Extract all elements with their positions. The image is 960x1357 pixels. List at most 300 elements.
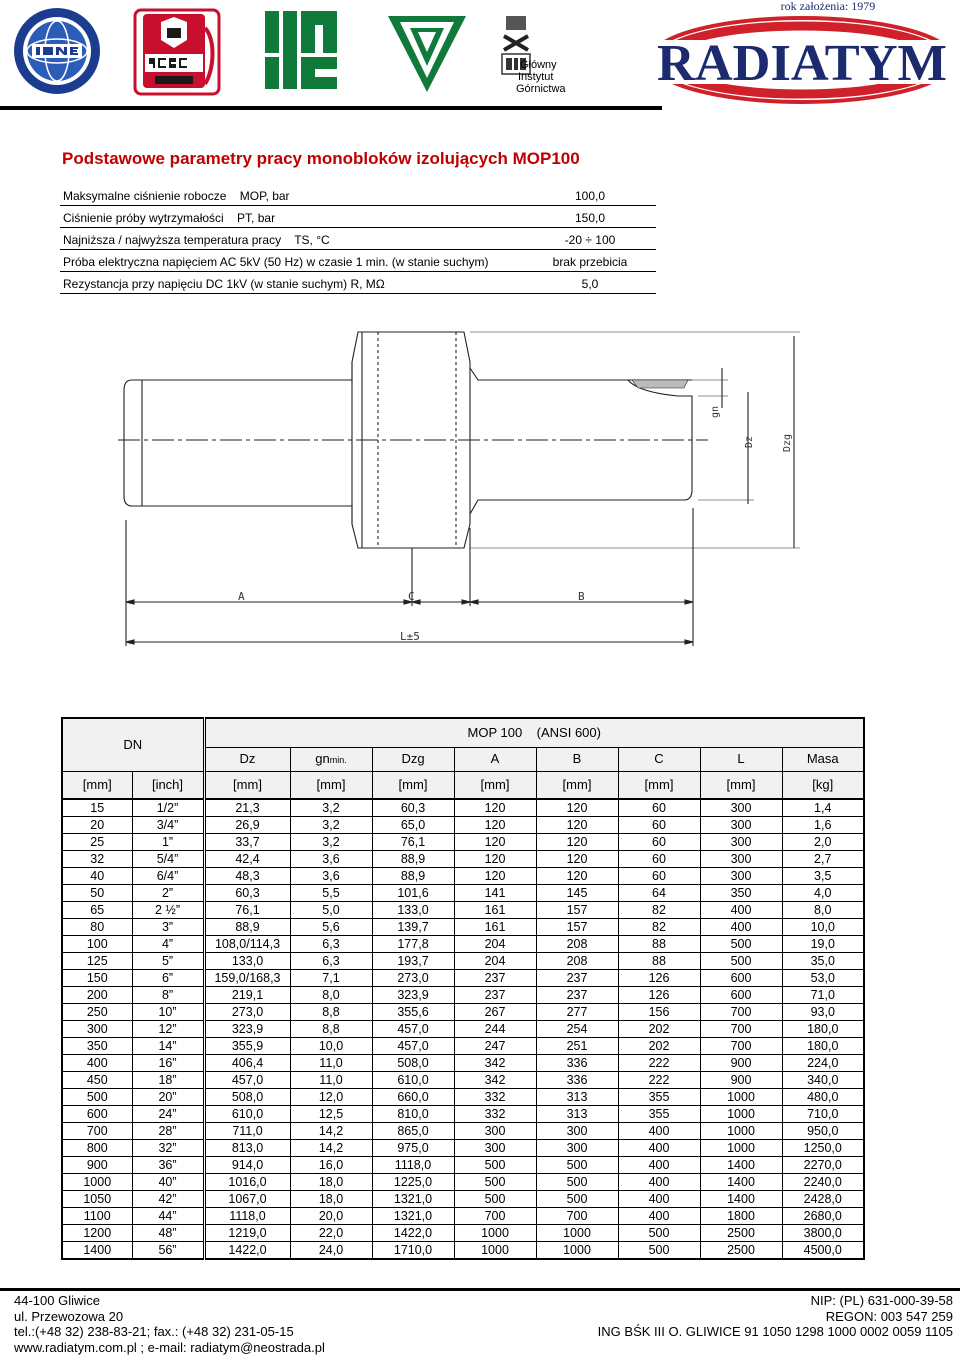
table-cell: 237 <box>536 970 618 987</box>
table-cell: 224,0 <box>782 1055 864 1072</box>
table-cell: 120 <box>454 817 536 834</box>
radiatym-brand-name: RADIATYM <box>657 35 947 92</box>
table-cell: 120 <box>536 851 618 868</box>
table-cell: 1400 <box>700 1157 782 1174</box>
table-cell: 237 <box>454 987 536 1004</box>
table-cell: 10” <box>132 1004 204 1021</box>
table-cell: 500 <box>536 1191 618 1208</box>
table-cell: 1000 <box>536 1225 618 1242</box>
table-row <box>62 936 864 953</box>
parameter-label: Próba elektryczna napięciem AC 5kV (50 Hz) w czasie 1 min. (w stanie suchym) <box>63 255 489 269</box>
table-cell: 180,0 <box>782 1021 864 1038</box>
table-cell: 1/2” <box>132 799 204 817</box>
table-cell: 1225,0 <box>372 1174 454 1191</box>
table-cell: 208 <box>536 936 618 953</box>
table-cell: 50 <box>62 885 132 902</box>
table-cell: 12,5 <box>290 1106 372 1123</box>
table-cell: 3,2 <box>290 834 372 851</box>
table-row <box>62 1225 864 1242</box>
table-cell: 336 <box>536 1055 618 1072</box>
table-cell: 159,0/168,3 <box>204 970 290 987</box>
table-cell: 120 <box>536 799 618 817</box>
table-cell: 125 <box>62 953 132 970</box>
table-cell: 202 <box>618 1038 700 1055</box>
parameter-value: 5,0 <box>581 277 599 291</box>
table-row <box>62 851 864 868</box>
table-cell: 200 <box>62 987 132 1004</box>
footer-line: 44-100 Gliwice <box>14 1293 100 1308</box>
table-cell: 1250,0 <box>782 1140 864 1157</box>
table-cell: 5,6 <box>290 919 372 936</box>
table-row <box>62 970 864 987</box>
table-cell: 500 <box>618 1242 700 1260</box>
table-cell: 323,9 <box>204 1021 290 1038</box>
table-cell: 32 <box>62 851 132 868</box>
table-unit-cell: [inch] <box>132 771 204 799</box>
table-cell: 400 <box>618 1123 700 1140</box>
table-cell: 350 <box>62 1038 132 1055</box>
radiatym-brand-logo <box>646 0 958 106</box>
table-cell: 8,0 <box>782 902 864 919</box>
table-cell: 332 <box>454 1106 536 1123</box>
table-cell: 6,3 <box>290 936 372 953</box>
table-cell: 65 <box>62 902 132 919</box>
table-cell: 108,0/114,3 <box>204 936 290 953</box>
table-row <box>62 1089 864 1106</box>
table-cell: 60 <box>618 817 700 834</box>
table-cell: 14” <box>132 1038 204 1055</box>
table-cell: 88,9 <box>204 919 290 936</box>
table-cell: 6,3 <box>290 953 372 970</box>
parameter-value: 150,0 <box>574 211 606 225</box>
table-cell: 1000 <box>700 1089 782 1106</box>
table-cell: 3800,0 <box>782 1225 864 1242</box>
table-row <box>62 953 864 970</box>
table-cell: 36” <box>132 1157 204 1174</box>
table-cell: 400 <box>618 1157 700 1174</box>
table-cell: 600 <box>700 987 782 1004</box>
dim-label-a: A <box>238 590 245 603</box>
table-row <box>62 919 864 936</box>
table-cell: 7,1 <box>290 970 372 987</box>
table-cell: 1000 <box>700 1106 782 1123</box>
table-cell: 65,0 <box>372 817 454 834</box>
table-cell: 500 <box>454 1157 536 1174</box>
table-cell: 133,0 <box>204 953 290 970</box>
table-unit-cell: [mm] <box>700 771 782 799</box>
footer-address <box>14 1293 325 1355</box>
table-cell: 500 <box>700 953 782 970</box>
table-cell: 18,0 <box>290 1174 372 1191</box>
table-cell: 150 <box>62 970 132 987</box>
table-cell: 4,0 <box>782 885 864 902</box>
table-cell: 323,9 <box>372 987 454 1004</box>
table-cell: 340,0 <box>782 1072 864 1089</box>
table-cell: 1200 <box>62 1225 132 1242</box>
parameter-row <box>60 184 656 206</box>
table-cell: 20 <box>62 817 132 834</box>
table-cell: 500 <box>536 1174 618 1191</box>
dim-label-gn: gn <box>710 405 721 418</box>
dim-label-c: C <box>408 590 415 603</box>
table-row <box>62 1242 864 1260</box>
table-cell: 19,0 <box>782 936 864 953</box>
table-cell: 180,0 <box>782 1038 864 1055</box>
table-cell: 800 <box>62 1140 132 1157</box>
table-cell: 64 <box>618 885 700 902</box>
dimensions-table <box>61 717 865 1260</box>
gig-name-line: Górnictwa <box>516 83 566 95</box>
table-cell: 700 <box>454 1208 536 1225</box>
footer-line: tel.:(+48 32) 238-83-21; fax.: (+48 32) 231-05-15 <box>14 1324 294 1339</box>
table-cell: 219,1 <box>204 987 290 1004</box>
table-cell: 1400 <box>700 1174 782 1191</box>
table-cell: 12” <box>132 1021 204 1038</box>
table-cell: 700 <box>700 1004 782 1021</box>
parameter-value: 100,0 <box>574 189 606 203</box>
table-row <box>62 868 864 885</box>
inig-institute-logo <box>265 11 337 89</box>
table-header-b: B <box>536 747 618 771</box>
table-cell: 10,0 <box>782 919 864 936</box>
table-cell: 400 <box>618 1191 700 1208</box>
table-cell: 300 <box>700 817 782 834</box>
parameter-value: brak przebicia <box>552 255 628 269</box>
dim-label-b: B <box>578 590 585 603</box>
table-cell: 48” <box>132 1225 204 1242</box>
table-cell: 8,8 <box>290 1004 372 1021</box>
table-cell: 26,9 <box>204 817 290 834</box>
table-cell: 975,0 <box>372 1140 454 1157</box>
table-cell: 11,0 <box>290 1072 372 1089</box>
parameter-row <box>60 250 656 272</box>
monoblock-technical-drawing <box>118 328 808 650</box>
table-cell: 120 <box>536 868 618 885</box>
table-cell: 32” <box>132 1140 204 1157</box>
dim-label-dz: Dz <box>744 435 755 448</box>
table-cell: 53,0 <box>782 970 864 987</box>
table-cell: 237 <box>454 970 536 987</box>
footer-line: REGON: 003 547 259 <box>825 1308 953 1324</box>
table-cell: 8,8 <box>290 1021 372 1038</box>
table-cell: 300 <box>700 868 782 885</box>
table-cell: 500 <box>700 936 782 953</box>
table-cell: 1710,0 <box>372 1242 454 1260</box>
table-cell: 139,7 <box>372 919 454 936</box>
table-cell: 400 <box>700 919 782 936</box>
table-cell: 273,0 <box>204 1004 290 1021</box>
table-cell: 600 <box>700 970 782 987</box>
table-cell: 313 <box>536 1106 618 1123</box>
table-cell: 457,0 <box>372 1038 454 1055</box>
iqnet-certified-logo <box>12 6 102 96</box>
table-cell: 145 <box>536 885 618 902</box>
table-cell: 14,2 <box>290 1123 372 1140</box>
parameters-list <box>60 184 656 294</box>
table-row <box>62 1208 864 1225</box>
table-cell: 6” <box>132 970 204 987</box>
table-cell: 15 <box>62 799 132 817</box>
pcbc-certification-logo <box>133 8 221 96</box>
table-cell: 2680,0 <box>782 1208 864 1225</box>
table-cell: 20,0 <box>290 1208 372 1225</box>
table-row <box>62 1004 864 1021</box>
table-cell: 5/4” <box>132 851 204 868</box>
table-unit-cell: [mm] <box>618 771 700 799</box>
table-cell: 40 <box>62 868 132 885</box>
table-cell: 2 ½” <box>132 902 204 919</box>
table-cell: 33,7 <box>204 834 290 851</box>
table-cell: 93,0 <box>782 1004 864 1021</box>
table-cell: 5” <box>132 953 204 970</box>
table-cell: 251 <box>536 1038 618 1055</box>
table-cell: 600 <box>62 1106 132 1123</box>
table-cell: 22,0 <box>290 1225 372 1242</box>
table-cell: 610,0 <box>372 1072 454 1089</box>
table-cell: 457,0 <box>372 1021 454 1038</box>
table-cell: 8,0 <box>290 987 372 1004</box>
table-cell: 16” <box>132 1055 204 1072</box>
table-cell: 35,0 <box>782 953 864 970</box>
table-row <box>62 1021 864 1038</box>
table-cell: 20” <box>132 1089 204 1106</box>
table-cell: 2500 <box>700 1225 782 1242</box>
table-cell: 120 <box>454 851 536 868</box>
gig-name-line: Główny <box>520 59 557 71</box>
table-cell: 1321,0 <box>372 1208 454 1225</box>
table-cell: 120 <box>454 799 536 817</box>
table-unit-cell: [mm] <box>62 771 132 799</box>
table-cell: 3,6 <box>290 868 372 885</box>
table-cell: 355 <box>618 1089 700 1106</box>
table-cell: 71,0 <box>782 987 864 1004</box>
table-cell: 208 <box>536 953 618 970</box>
table-header-dzg: Dzg <box>372 747 454 771</box>
table-cell: 508,0 <box>372 1055 454 1072</box>
table-cell: 400 <box>700 902 782 919</box>
table-cell: 2270,0 <box>782 1157 864 1174</box>
table-cell: 900 <box>700 1055 782 1072</box>
page-title: Podstawowe parametry pracy monobloków izolujących MOP100 <box>62 149 580 168</box>
table-units-row <box>62 771 864 799</box>
table-cell: 1321,0 <box>372 1191 454 1208</box>
table-header-dz: Dz <box>204 747 290 771</box>
table-cell: 157 <box>536 902 618 919</box>
table-cell: 141 <box>454 885 536 902</box>
gn-text: gn <box>315 750 330 766</box>
table-unit-cell: [mm] <box>204 771 290 799</box>
table-row <box>62 902 864 919</box>
table-cell: 120 <box>536 817 618 834</box>
table-cell: 342 <box>454 1072 536 1089</box>
table-cell: 1050 <box>62 1191 132 1208</box>
udt-technical-inspection-logo <box>386 12 468 94</box>
table-cell: 2428,0 <box>782 1191 864 1208</box>
table-cell: 406,4 <box>204 1055 290 1072</box>
table-row <box>62 1123 864 1140</box>
dim-label-l: L±5 <box>400 630 420 643</box>
table-cell: 500 <box>454 1174 536 1191</box>
table-cell: 100 <box>62 936 132 953</box>
table-row <box>62 1140 864 1157</box>
table-cell: 76,1 <box>372 834 454 851</box>
table-cell: 60 <box>618 851 700 868</box>
table-cell: 1422,0 <box>204 1242 290 1260</box>
table-cell: 250 <box>62 1004 132 1021</box>
table-cell: 332 <box>454 1089 536 1106</box>
table-cell: 247 <box>454 1038 536 1055</box>
table-cell: 16,0 <box>290 1157 372 1174</box>
footer-company-ids <box>598 1293 953 1340</box>
table-cell: 48,3 <box>204 868 290 885</box>
table-cell: 12,0 <box>290 1089 372 1106</box>
table-cell: 44” <box>132 1208 204 1225</box>
table-cell: 3,2 <box>290 799 372 817</box>
table-cell: 1000 <box>536 1242 618 1260</box>
founded-year: rok założenia: 1979 <box>780 0 876 13</box>
table-cell: 88 <box>618 936 700 953</box>
table-cell: 300 <box>536 1140 618 1157</box>
table-cell: 355,6 <box>372 1004 454 1021</box>
table-cell: 300 <box>700 834 782 851</box>
table-cell: 18” <box>132 1072 204 1089</box>
table-cell: 11,0 <box>290 1055 372 1072</box>
table-body <box>62 799 864 1259</box>
table-cell: 1800 <box>700 1208 782 1225</box>
table-cell: 710,0 <box>782 1106 864 1123</box>
table-row <box>62 834 864 851</box>
table-cell: 660,0 <box>372 1089 454 1106</box>
table-cell: 5,5 <box>290 885 372 902</box>
table-cell: 350 <box>700 885 782 902</box>
table-cell: 400 <box>62 1055 132 1072</box>
parameter-label: Ciśnienie próby wytrzymałości PT, bar <box>63 211 276 225</box>
table-cell: 157 <box>536 919 618 936</box>
table-cell: 133,0 <box>372 902 454 919</box>
table-cell: 4500,0 <box>782 1242 864 1260</box>
parameter-value: -20 ÷ 100 <box>564 233 616 247</box>
table-cell: 1” <box>132 834 204 851</box>
table-cell: 24,0 <box>290 1242 372 1260</box>
table-cell: 355 <box>618 1106 700 1123</box>
table-row <box>62 1038 864 1055</box>
parameter-row <box>60 206 656 228</box>
table-row <box>62 1055 864 1072</box>
table-cell: 5,0 <box>290 902 372 919</box>
gig-name-line: Instytut <box>518 71 554 83</box>
table-cell: 300 <box>454 1123 536 1140</box>
table-cell: 1000 <box>454 1242 536 1260</box>
table-cell: 1118,0 <box>204 1208 290 1225</box>
table-cell: 950,0 <box>782 1123 864 1140</box>
table-row <box>62 1191 864 1208</box>
table-header-a: A <box>454 747 536 771</box>
table-cell: 88,9 <box>372 851 454 868</box>
table-header-dn: DN <box>62 718 204 771</box>
table-cell: 254 <box>536 1021 618 1038</box>
table-cell: 2,0 <box>782 834 864 851</box>
table-cell: 277 <box>536 1004 618 1021</box>
table-cell: 237 <box>536 987 618 1004</box>
table-row <box>62 1157 864 1174</box>
table-cell: 1100 <box>62 1208 132 1225</box>
table-row <box>62 1106 864 1123</box>
table-cell: 204 <box>454 953 536 970</box>
table-unit-cell: [kg] <box>782 771 864 799</box>
table-cell: 700 <box>700 1021 782 1038</box>
table-row <box>62 817 864 834</box>
table-cell: 273,0 <box>372 970 454 987</box>
table-cell: 400 <box>618 1208 700 1225</box>
table-cell: 500 <box>62 1089 132 1106</box>
table-cell: 700 <box>62 1123 132 1140</box>
table-header-mop: MOP 100 (ANSI 600) <box>204 718 864 747</box>
table-cell: 126 <box>618 970 700 987</box>
table-cell: 500 <box>454 1191 536 1208</box>
table-cell: 1000 <box>454 1225 536 1242</box>
footer-line: ul. Przewozowa 20 <box>14 1308 124 1324</box>
table-cell: 267 <box>454 1004 536 1021</box>
table-cell: 60 <box>618 834 700 851</box>
table-row <box>62 885 864 902</box>
table-cell: 914,0 <box>204 1157 290 1174</box>
table-cell: 40” <box>132 1174 204 1191</box>
table-cell: 336 <box>536 1072 618 1089</box>
table-cell: 56” <box>132 1242 204 1260</box>
parameter-label: Najniższa / najwyższa temperatura pracy TS, °C <box>63 233 330 247</box>
table-cell: 711,0 <box>204 1123 290 1140</box>
table-cell: 457,0 <box>204 1072 290 1089</box>
table-cell: 101,6 <box>372 885 454 902</box>
table-cell: 2500 <box>700 1242 782 1260</box>
table-cell: 120 <box>536 834 618 851</box>
table-cell: 193,7 <box>372 953 454 970</box>
table-cell: 2240,0 <box>782 1174 864 1191</box>
table-cell: 400 <box>618 1140 700 1157</box>
parameter-label: Rezystancja przy napięciu DC 1kV (w stanie suchym) R, MΩ <box>63 277 385 291</box>
table-cell: 14,2 <box>290 1140 372 1157</box>
table-cell: 700 <box>700 1038 782 1055</box>
table-cell: 300 <box>454 1140 536 1157</box>
table-cell: 204 <box>454 936 536 953</box>
table-cell: 1000 <box>700 1123 782 1140</box>
table-unit-cell: [mm] <box>536 771 618 799</box>
table-cell: 2,7 <box>782 851 864 868</box>
table-cell: 3,6 <box>290 851 372 868</box>
table-cell: 60 <box>618 799 700 817</box>
drawing-geometry <box>118 332 800 646</box>
table-cell: 1422,0 <box>372 1225 454 1242</box>
table-cell: 1400 <box>700 1191 782 1208</box>
table-cell: 700 <box>536 1208 618 1225</box>
footer-line: ING BŚK III O. GLIWICE 91 1050 1298 1000 0002 0059 1105 <box>597 1324 953 1339</box>
table-header-c: C <box>618 747 700 771</box>
table-cell: 900 <box>62 1157 132 1174</box>
table-cell: 126 <box>618 987 700 1004</box>
table-cell: 60,3 <box>372 799 454 817</box>
table-cell: 82 <box>618 919 700 936</box>
table-cell: 900 <box>700 1072 782 1089</box>
table-cell: 313 <box>536 1089 618 1106</box>
footer-line: NIP: (PL) 631-000-39-58 <box>810 1293 953 1308</box>
table-cell: 1000 <box>700 1140 782 1157</box>
parameter-label: Maksymalne ciśnienie robocze MOP, bar <box>63 189 290 203</box>
table-cell: 300 <box>700 851 782 868</box>
parameter-row <box>60 228 656 250</box>
table-cell: 300 <box>536 1123 618 1140</box>
table-cell: 18,0 <box>290 1191 372 1208</box>
table-cell: 88,9 <box>372 868 454 885</box>
